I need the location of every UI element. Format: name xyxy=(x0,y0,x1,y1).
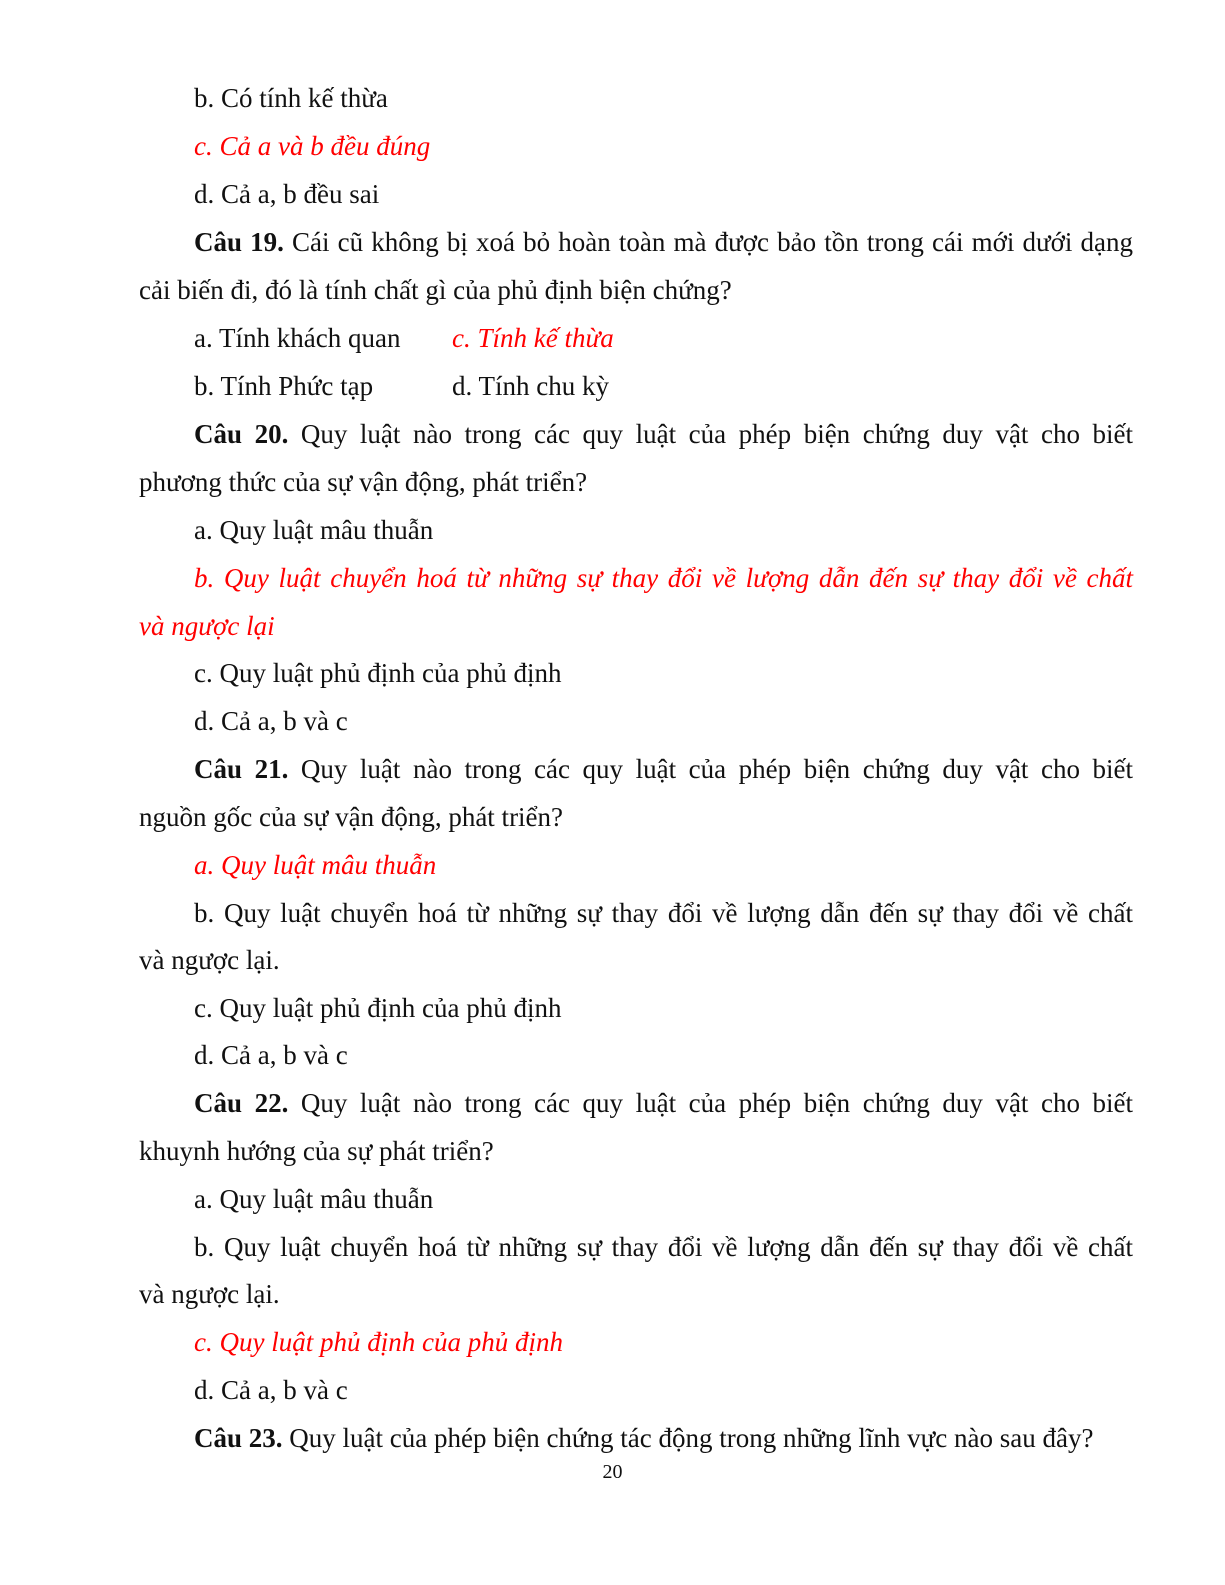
page-number: 20 xyxy=(602,1461,623,1483)
q19-option-d: d. Tính chu kỳ xyxy=(452,371,609,401)
question-21-line-1 xyxy=(194,753,1133,785)
q21-option-b-line-1: b. Quy luật chuyển hoá từ những sự thay đổi về lượng dẫn đến sự thay đổi về chất xyxy=(194,898,1133,928)
question-19-text: Cái cũ không bị xoá bỏ hoàn toàn mà được bảo tồn trong cái mới dưới dạng xyxy=(283,227,1133,257)
question-23-text: Quy luật của phép biện chứng tác động trong những lĩnh vực nào sau đây? xyxy=(282,1423,1094,1453)
option-d: d. Cả a, b đều sai xyxy=(194,179,380,209)
question-22-label: Câu 22. xyxy=(194,1088,289,1118)
question-22-line-1 xyxy=(194,1087,1133,1119)
option-b: b. Có tính kế thừa xyxy=(194,83,388,113)
q22-option-a: a. Quy luật mâu thuẫn xyxy=(194,1184,434,1214)
q20-option-d: d. Cả a, b và c xyxy=(194,706,348,736)
question-20-line-1 xyxy=(194,418,1133,450)
correct-option-c: c. Cả a và b đều đúng xyxy=(194,131,431,161)
q22-correct-option-c: c. Quy luật phủ định của phủ định xyxy=(194,1327,563,1357)
q20-correct-option-b-line-1: b. Quy luật chuyển hoá từ những sự thay đổi về lượng dẫn đến sự thay đổi về chất xyxy=(194,563,1133,593)
q21-option-c: c. Quy luật phủ định của phủ định xyxy=(194,993,562,1023)
question-20-line-2: phương thức của sự vận động, phát triển? xyxy=(139,467,588,497)
question-19-line-1 xyxy=(194,226,1133,258)
question-21-line-2: nguồn gốc của sự vận động, phát triển? xyxy=(139,802,564,832)
question-21-text: Quy luật nào trong các quy luật của phép biện chứng duy vật cho biết xyxy=(288,754,1134,784)
q19-correct-option-c: c. Tính kế thừa xyxy=(452,323,614,353)
q21-option-d: d. Cả a, b và c xyxy=(194,1040,348,1070)
q21-option-b-line-2: và ngược lại. xyxy=(139,945,280,975)
question-22-text: Quy luật nào trong các quy luật của phép biện chứng duy vật cho biết xyxy=(288,1088,1134,1118)
q22-option-d: d. Cả a, b và c xyxy=(194,1375,348,1405)
question-20-label: Câu 20. xyxy=(194,419,289,449)
q22-option-b-line-1: b. Quy luật chuyển hoá từ những sự thay đổi về lượng dẫn đến sự thay đổi về chất xyxy=(194,1232,1133,1262)
q21-correct-option-a: a. Quy luật mâu thuẫn xyxy=(194,850,437,880)
q19-option-b: b. Tính Phức tạp xyxy=(194,371,374,401)
q20-option-c: c. Quy luật phủ định của phủ định xyxy=(194,658,562,688)
question-22-line-2: khuynh hướng của sự phát triển? xyxy=(139,1136,494,1166)
q22-option-b-line-2: và ngược lại. xyxy=(139,1279,280,1309)
question-20-text: Quy luật nào trong các quy luật của phép biện chứng duy vật cho biết xyxy=(288,419,1134,449)
question-19-label: Câu 19. xyxy=(194,227,284,257)
q20-option-a: a. Quy luật mâu thuẫn xyxy=(194,515,434,545)
question-23-line-1 xyxy=(194,1422,1093,1454)
question-19-line-2: cải biến đi, đó là tính chất gì của phủ định biện chứng? xyxy=(139,275,732,305)
question-23-label: Câu 23. xyxy=(194,1423,283,1453)
q20-correct-option-b-line-2: và ngược lại xyxy=(139,611,275,641)
q19-option-a: a. Tính khách quan xyxy=(194,323,401,353)
question-21-label: Câu 21. xyxy=(194,754,289,784)
